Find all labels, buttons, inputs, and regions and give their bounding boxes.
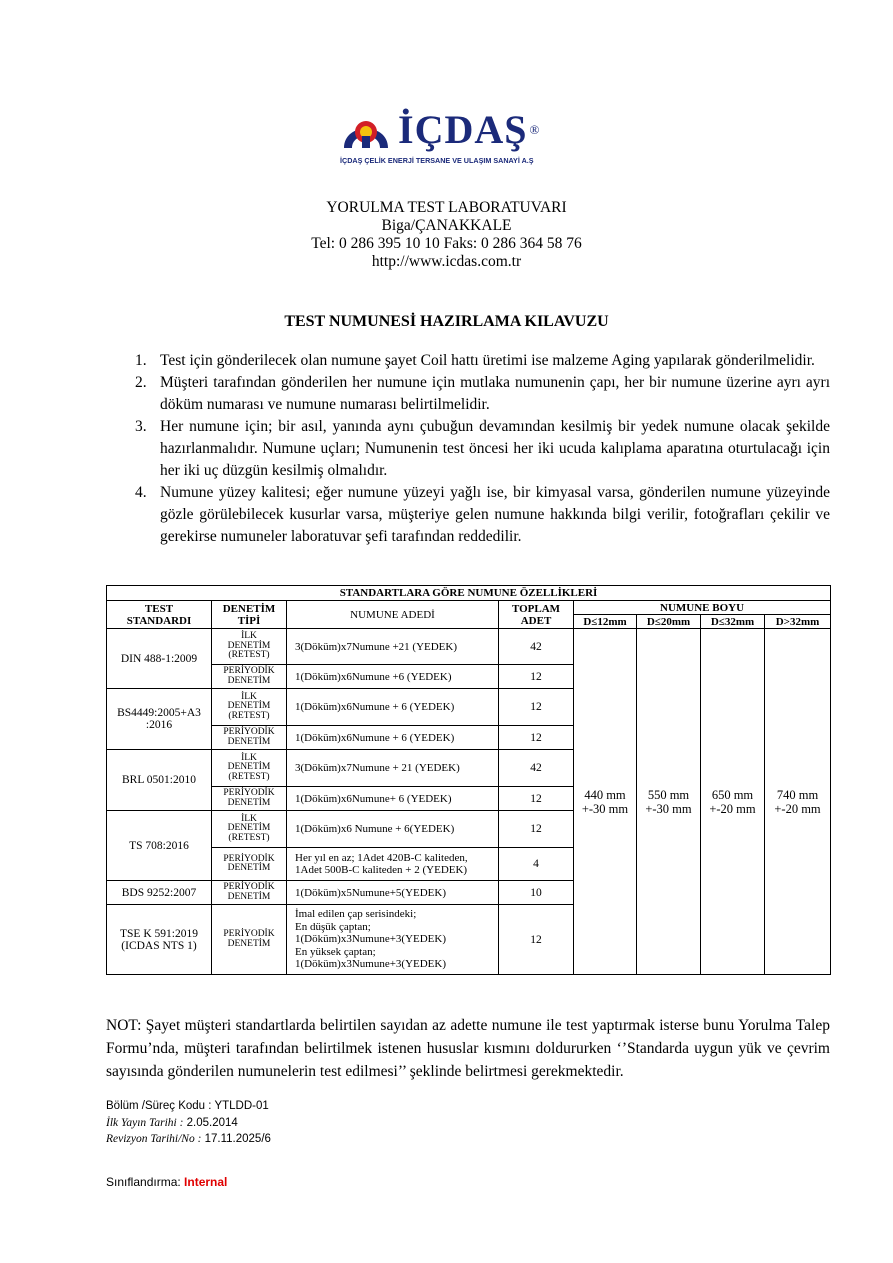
inspection-type-cell: PERİYODİK DENETİM (212, 881, 287, 905)
sample-count-cell: 1(Döküm)x6Numune + 6 (YEDEK) (287, 726, 499, 750)
classification-label: Sınıflandırma: (106, 1175, 185, 1189)
length-cell: 650 mm +-20 mm (701, 629, 765, 975)
standard-cell: BS4449:2005+A3 :2016 (107, 689, 212, 750)
length-cell: 550 mm +-30 mm (637, 629, 701, 975)
list-item (115, 482, 830, 548)
header-sample-length: NUMUNE BOYU (574, 601, 831, 615)
header-sample-count: NUMUNE ADEDİ (287, 601, 499, 629)
total-cell: 12 (499, 787, 574, 811)
header-len-col: D≤32mm (701, 615, 765, 629)
total-cell: 12 (499, 905, 574, 975)
standard-cell: DIN 488-1:2009 (107, 629, 212, 689)
sample-count-cell: 1(Döküm)x6 Numune + 6(YEDEK) (287, 811, 499, 848)
classification (106, 1175, 227, 1189)
sample-spec-table (106, 585, 831, 975)
inspection-type-cell: PERİYODİK DENETİM (212, 665, 287, 689)
total-cell: 42 (499, 750, 574, 787)
list-item-number: 4. (135, 484, 147, 501)
standard-cell: TS 708:2016 (107, 811, 212, 881)
table-title: STANDARTLARA GÖRE NUMUNE ÖZELLİKLERİ (107, 586, 831, 601)
sample-count-cell: Her yıl en az; 1Adet 420B-C kaliteden, 1Adet 500B-C kaliteden + 2 (YEDEK) (287, 848, 499, 881)
sample-count-cell: 1(Döküm)x5Numune+5(YEDEK) (287, 881, 499, 905)
length-cell: 740 mm +-20 mm (765, 629, 831, 975)
icdas-emblem-icon (340, 108, 392, 152)
lab-location: Biga/ÇANAKKALE (381, 217, 512, 234)
sample-count-cell: 3(Döküm)x7Numune +21 (YEDEK) (287, 629, 499, 665)
registered-mark: ® (529, 122, 540, 137)
note-paragraph: NOT: Şayet müşteri standartlarda belirtilen sayıdan az adette numune ile test yaptırmak isterse bunu Yorulma Talep Formu’nda, müşteri tarafından belirtilmek istenen hususlar kısmını doldururken ‘’Standarda uygun yük ve çevrim sayısında gönderilen numunelerin test edilmesi’’ şeklinde belirtmesi gerekmektedir. (106, 1017, 830, 1080)
header-len-col: D≤20mm (637, 615, 701, 629)
list-item (115, 372, 830, 416)
sample-count-cell: İmal edilen çap serisindeki; En düşük çaptan; 1(Döküm)x3Numune+3(YEDEK) En yüksek çaptan; 1(Döküm)x3Numune+3(YEDEK) (287, 905, 499, 975)
table-row (107, 629, 831, 665)
total-cell: 10 (499, 881, 574, 905)
lab-info (0, 199, 893, 271)
list-item-text: Numune yüzey kalitesi; eğer numune yüzeyi yağlı ise, bir kimyasal varsa, gönderilen numune yüzeyinde gözle görülebilecek kusurlar varsa, müşteriye gelen numune hakkında bilgi verilir, fotoğrafları çekilir ve gerekirse numuneler laboratuvar şefi tarafından reddedilir. (160, 484, 830, 545)
header-inspection-type: DENETİM TİPİ (212, 601, 287, 629)
first-publish-date: İlk Yayın Tarihi : 2.05.2014 (106, 1116, 238, 1129)
sample-count-cell: 3(Döküm)x7Numune + 21 (YEDEK) (287, 750, 499, 787)
document-title: TEST NUMUNESİ HAZIRLAMA KILAVUZU (284, 313, 609, 330)
instruction-list (115, 350, 830, 548)
standard-cell: BDS 9252:2007 (107, 881, 212, 905)
list-item-text: Her numune için; bir asıl, yanında aynı çubuğun devamından kesilmiş bir yedek numune olacak şekilde hazırlanmalıdır. Numune uçları; Numunenin test öncesi her iki ucuda kalıplama aparatına oturtulacağı için her iki uç düzgün kesilmiş olmalıdır. (160, 418, 830, 479)
logo-subtitle: İÇDAŞ ÇELİK ENERJİ TERSANE VE ULAŞIM SANAYİ A.Ş (340, 156, 534, 165)
process-code: Bölüm /Süreç Kodu : YTLDD-01 (106, 1100, 269, 1112)
list-item-text: Test için gönderilecek olan numune şayet Coil hattı üretimi ise malzeme Aging yapılarak gönderilmelidir. (160, 352, 815, 369)
inspection-type-cell: İLK DENETİM (RETEST) (212, 689, 287, 726)
inspection-type-cell: PERİYODİK DENETİM (212, 848, 287, 881)
inspection-type-cell: İLK DENETİM (RETEST) (212, 811, 287, 848)
revision-date: Revizyon Tarihi/No : 17.11.2025/6 (106, 1133, 271, 1145)
list-item-number: 3. (135, 418, 147, 435)
standard-cell: BRL 0501:2010 (107, 750, 212, 811)
logo-wordmark: İÇDAŞ (398, 107, 528, 152)
list-item-text: Müşteri tarafından gönderilen her numune için mutlaka numunenin çapı, her bir numune üzerine ayrı ayrı döküm numarası ve numune numarası belirtilmelidir. (160, 374, 830, 413)
total-cell: 4 (499, 848, 574, 881)
list-item (115, 350, 830, 372)
header-standard: TEST STANDARDI (107, 601, 212, 629)
lab-name: YORULMA TEST LABORATUVARI (326, 199, 567, 216)
length-cell: 440 mm +-30 mm (574, 629, 637, 975)
lab-phone: Tel: 0 286 395 10 10 Faks: 0 286 364 58 76 (311, 235, 582, 252)
inspection-type-cell: İLK DENETİM (RETEST) (212, 629, 287, 665)
inspection-type-cell: PERİYODİK DENETİM (212, 905, 287, 975)
inspection-type-cell: PERİYODİK DENETİM (212, 726, 287, 750)
list-item-number: 1. (135, 352, 147, 369)
header-total: TOPLAM ADET (499, 601, 574, 629)
standard-cell: TSE K 591:2019 (ICDAS NTS 1) (107, 905, 212, 975)
total-cell: 12 (499, 811, 574, 848)
total-cell: 12 (499, 665, 574, 689)
lab-website[interactable]: http://www.icdas.com.tr (371, 253, 522, 270)
total-cell: 12 (499, 689, 574, 726)
sample-count-cell: 1(Döküm)x6Numune +6 (YEDEK) (287, 665, 499, 689)
sample-count-cell: 1(Döküm)x6Numune+ 6 (YEDEK) (287, 787, 499, 811)
list-item-number: 2. (135, 374, 147, 391)
document-meta (106, 1098, 271, 1148)
sample-count-cell: 1(Döküm)x6Numune + 6 (YEDEK) (287, 689, 499, 726)
inspection-type-cell: İLK DENETİM (RETEST) (212, 750, 287, 787)
classification-value: Internal (184, 1175, 228, 1189)
total-cell: 12 (499, 726, 574, 750)
header-len-col: D>32mm (765, 615, 831, 629)
inspection-type-cell: PERİYODİK DENETİM (212, 787, 287, 811)
list-item (115, 416, 830, 482)
header-len-col: D≤12mm (574, 615, 637, 629)
total-cell: 42 (499, 629, 574, 665)
company-logo (340, 108, 580, 178)
